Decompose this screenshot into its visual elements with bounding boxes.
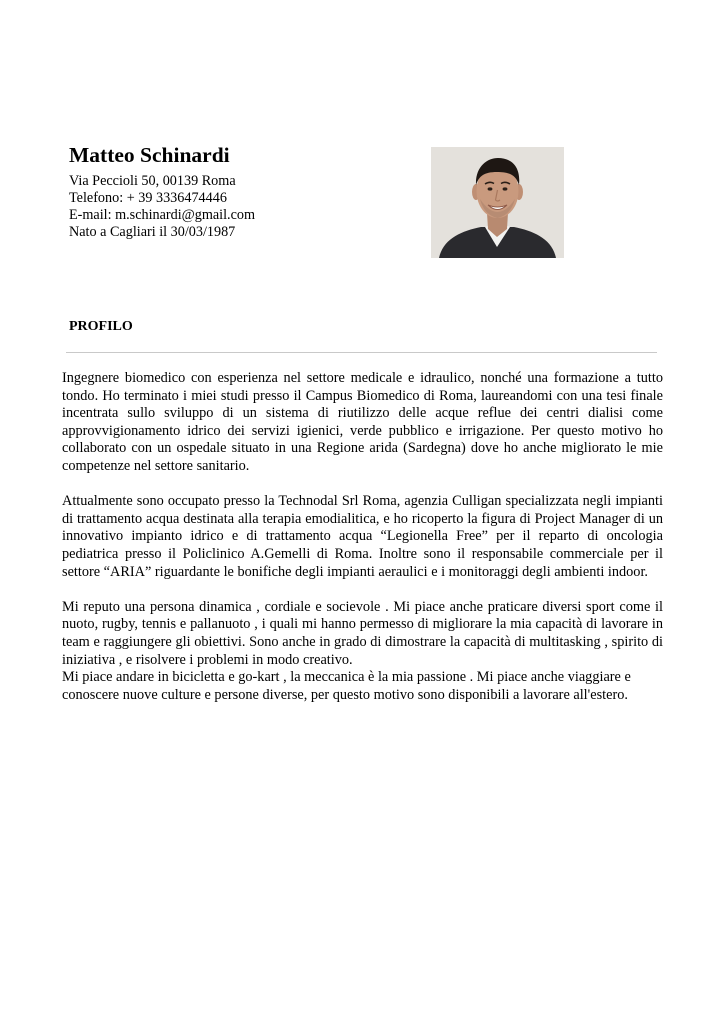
portrait-photo	[431, 147, 564, 258]
person-name: Matteo Schinardi	[69, 143, 230, 167]
profile-paragraph: Mi reputo una persona dinamica , cordiale e socievole . Mi piace anche praticare diversi sport come il nuoto, rugby, tennis e pallanuoto , i quali mi hanno permesso di migliorare la mia capacità di lavorare in team e raggiungere gli obiettivi. Sono anche in grado di dimostrare la capacità di multitasking , spirito di iniziativa , e risolvere i problemi in modo creativo.	[62, 598, 663, 668]
section-divider	[66, 352, 657, 353]
birth-line: Nato a Cagliari il 30/03/1987	[69, 224, 236, 240]
portrait-photo-icon	[431, 147, 564, 258]
address-line: Via Peccioli 50, 00139 Roma	[69, 173, 236, 189]
email-line: E-mail: m.schinardi@gmail.com	[69, 207, 256, 223]
section-title-profilo: PROFILO	[69, 319, 133, 334]
personal-info	[69, 140, 429, 241]
profile-paragraph: Mi piace andare in bicicletta e go-kart , la meccanica è la mia passione . Mi piace anche viaggiare e conoscere nuove culture e persone diverse, per questo motivo sono disponibili a lavorare all'estero.	[62, 669, 631, 703]
profile-paragraph: Attualmente sono occupato presso la Technodal Srl Roma, agenzia Culligan specializzata negli impianti di trattamento acqua destinata alla terapia emodialitica, e ho ricoperto la figura di Project Manager di un innovativo impianto idrico e di trattamento acqua “Legionella Free” per il reparto di oncologia pediatrica presso il Policlinico A.Gemelli di Roma. Inoltre sono il responsabile commerciale per il settore “ARIA” riguardante le bonifiche degli impianti aeraulici e i monitoraggi degli ambienti indoor.	[62, 493, 663, 580]
profile-text	[62, 370, 663, 704]
phone-line: Telefono: + 39 3336474446	[69, 190, 227, 206]
profile-paragraph: Ingegnere biomedico con esperienza nel settore medicale e idraulico, nonché una formazione a tutto tondo. Ho terminato i miei studi presso il Campus Biomedico di Roma, laureandomi con una tesi finale incentrata sullo sviluppo di un sistema di riutilizzo delle acque reflue dei centri dialisi come approvvigionamento idrico dei servizi igienici, verde pubblico e irrigazione. Per questo motivo ho collaborato con un ospedale situato in una Regione arida (Sardegna) dove ho anche migliorato le mie competenze nel settore sanitario.	[62, 370, 663, 474]
